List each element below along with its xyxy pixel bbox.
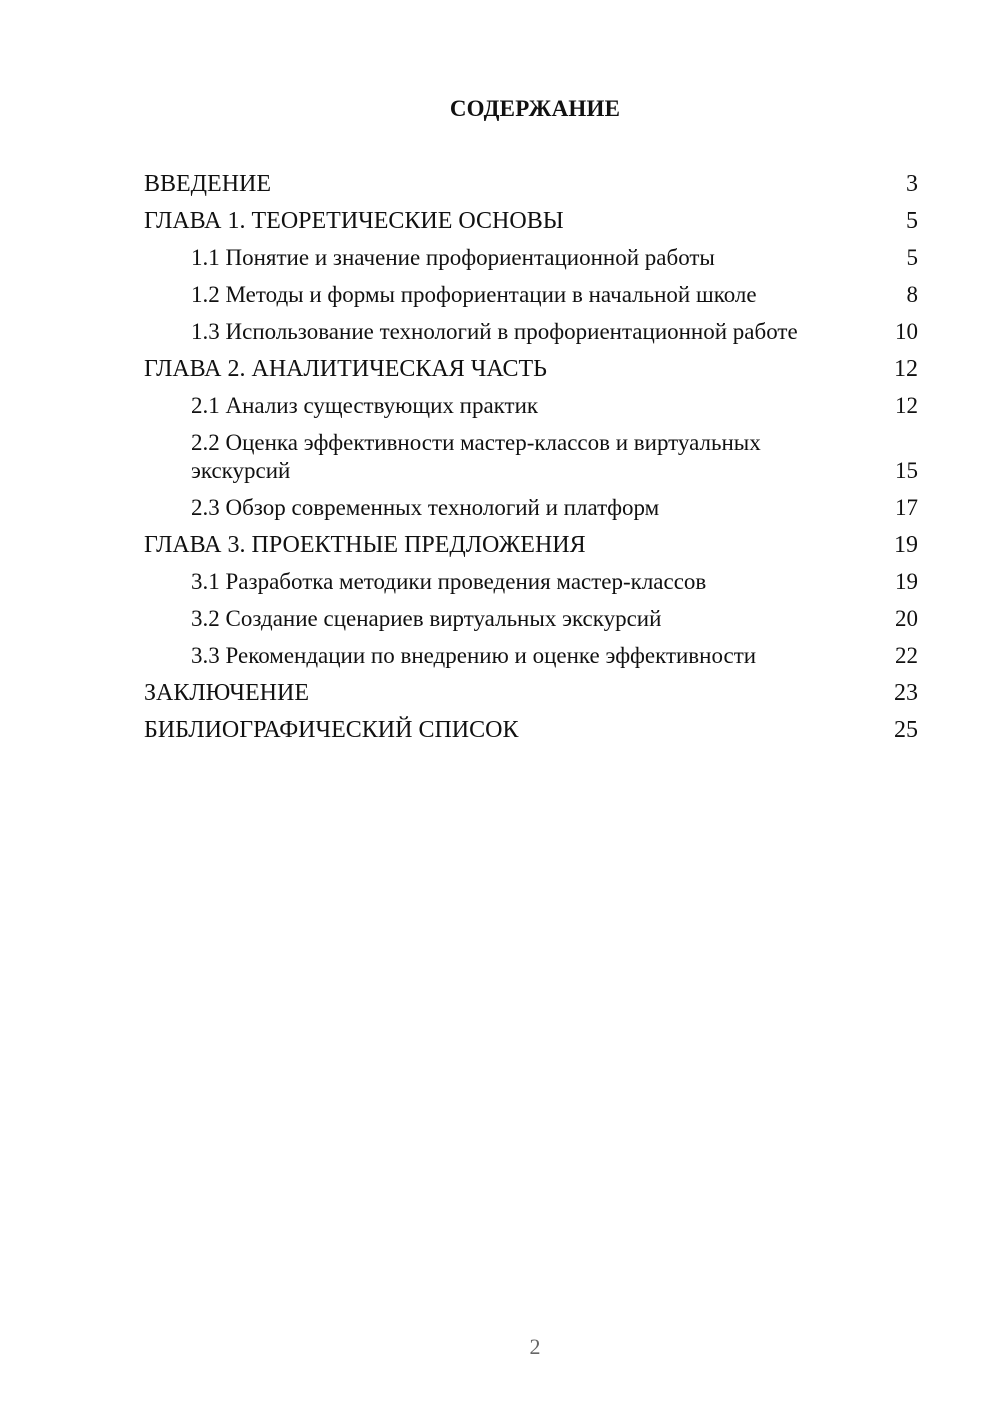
page-title: СОДЕРЖАНИЕ — [449, 96, 621, 121]
toc-entry-chapter-1[interactable] — [144, 207, 918, 235]
toc-entry-section-1-3[interactable] — [144, 318, 918, 346]
toc-entry-text: БИБЛИОГРАФИЧЕСКИЙ СПИСОК — [144, 717, 519, 743]
toc-entry-section-2-1[interactable] — [144, 392, 918, 420]
toc-entry-page: 15 — [895, 458, 918, 483]
toc-entry-page: 20 — [895, 606, 918, 631]
toc-entry-page: 23 — [894, 680, 918, 706]
toc-entry-text: 3.2 Создание сценариев виртуальных экскурсий — [191, 606, 662, 631]
toc-entry-page: 12 — [894, 356, 918, 382]
toc-entry-text: ГЛАВА 1. ТЕОРЕТИЧЕСКИЕ ОСНОВЫ — [144, 208, 564, 234]
toc-entry-page: 10 — [895, 319, 918, 344]
toc-entry-section-1-1[interactable] — [144, 244, 918, 272]
page-number: 2 — [529, 1334, 541, 1359]
toc-entry-page: 17 — [895, 495, 918, 520]
toc-entry-text: 2.3 Обзор современных технологий и платформ — [191, 495, 660, 520]
toc-entry-page: 8 — [906, 282, 918, 307]
toc-entry-text: ВВЕДЕНИЕ — [144, 171, 272, 197]
toc-entry-text: 3.1 Разработка методики проведения мастер-классов — [191, 569, 707, 594]
toc-entry-text: 1.3 Использование технологий в профориентационной работе — [191, 319, 798, 344]
toc-entry-page: 5 — [906, 208, 918, 234]
toc-entry-text: 1.2 Методы и формы профориентации в начальной школе — [191, 282, 757, 307]
toc-entry-page: 12 — [895, 393, 918, 418]
toc-entry-page: 22 — [895, 643, 918, 668]
table-of-contents — [144, 170, 918, 753]
toc-entry-section-3-3[interactable] — [144, 642, 918, 670]
toc-entry-text: ГЛАВА 2. АНАЛИТИЧЕСКАЯ ЧАСТЬ — [144, 356, 547, 382]
toc-entry-page: 19 — [895, 569, 918, 594]
toc-entry-page: 25 — [894, 717, 918, 743]
toc-entry-text: 3.3 Рекомендации по внедрению и оценке эффективности — [191, 643, 757, 668]
toc-entry-text: 2.2 Оценка эффективности мастер-классов и виртуальных экскурсий — [191, 430, 761, 483]
toc-entry-page: 3 — [906, 171, 918, 197]
toc-entry-section-2-2[interactable] — [144, 429, 918, 485]
toc-entry-chapter-2[interactable] — [144, 355, 918, 383]
toc-entry-text: 1.1 Понятие и значение профориентационной работы — [191, 245, 715, 270]
toc-entry-bibliography[interactable] — [144, 716, 918, 744]
toc-entry-introduction[interactable] — [144, 170, 918, 198]
toc-entry-page: 5 — [906, 245, 918, 270]
toc-entry-text: 2.1 Анализ существующих практик — [191, 393, 539, 418]
toc-entry-section-3-1[interactable] — [144, 568, 918, 596]
toc-entry-chapter-3[interactable] — [144, 531, 918, 559]
toc-entry-conclusion[interactable] — [144, 679, 918, 707]
toc-entry-text: ГЛАВА 3. ПРОЕКТНЫЕ ПРЕДЛОЖЕНИЯ — [144, 532, 586, 558]
toc-entry-section-2-3[interactable] — [144, 494, 918, 522]
toc-entry-page: 19 — [894, 532, 918, 558]
toc-entry-section-3-2[interactable] — [144, 605, 918, 633]
toc-entry-text: ЗАКЛЮЧЕНИЕ — [144, 680, 309, 706]
toc-entry-section-1-2[interactable] — [144, 281, 918, 309]
